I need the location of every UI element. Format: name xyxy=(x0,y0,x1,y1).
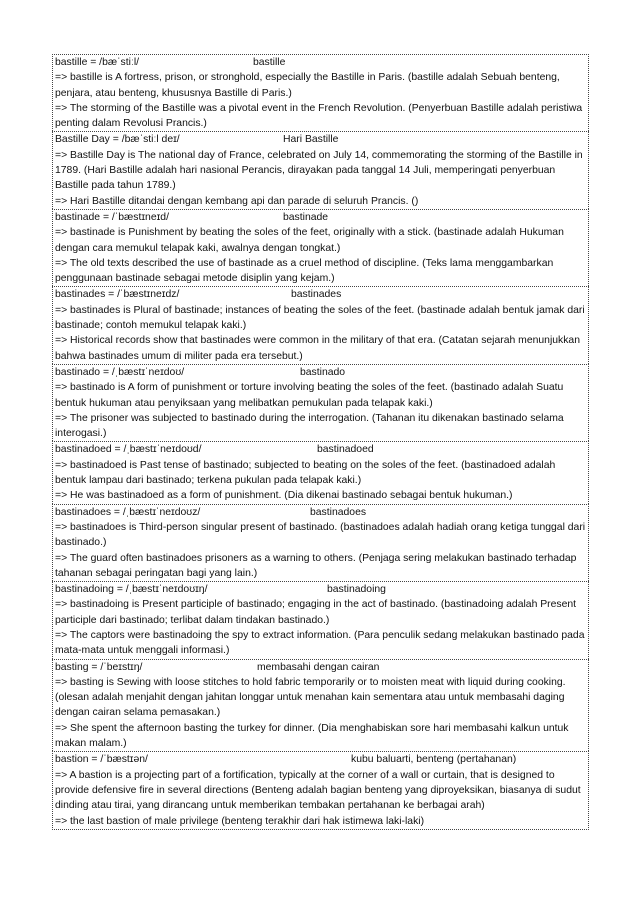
example-line: => She spent the afternoon basting the turkey for dinner. (Dia menghabiskan sore hari membasahi kalkun untuk makan malam.) xyxy=(55,722,569,750)
dictionary-entry xyxy=(52,209,589,286)
entry-term: bastinade = /ˈbæstɪneɪd/ xyxy=(55,211,169,223)
dictionary-entry xyxy=(52,441,589,503)
example-line: => The guard often bastinadoes prisoners as a warning to others. (Penjaga sering melakukan bastinado terhadap tahanan sebagai peringatan bagi yang lain.) xyxy=(55,552,577,579)
dictionary-entry xyxy=(52,504,589,581)
entry-header xyxy=(55,365,586,380)
entry-header xyxy=(55,132,586,147)
entry-header xyxy=(55,752,586,767)
example-line: => The prisoner was subjected to bastinado during the interrogation. (Tahanan itu dikenakan bastinado selama interogasi.) xyxy=(55,412,564,440)
example-line: => He was bastinadoed as a form of punishment. (Dia dikenai bastinado sebagai bentuk hukuman.) xyxy=(55,490,513,502)
definition-line: => Bastille Day is The national day of France, celebrated on July 14, commemorating the storming of the Bastille in 1789. (Hari Bastille adalah hari nasional Perancis, dirayakan pada tanggal 14 Juli, memperingati penyerbuan Bastille pada tahun 1789.) xyxy=(55,149,583,192)
entry-header xyxy=(55,210,586,225)
vocabulary-page xyxy=(52,54,589,830)
example-line: => The captors were bastinadoing the spy to extract information. (Para penculik sedang melakukan bastinado pada mata-mata untuk menggali informasi.) xyxy=(55,629,585,657)
entry-term: Bastille Day = /bæˈstiːl deɪ/ xyxy=(55,134,180,146)
entry-translation: bastinade xyxy=(283,211,329,223)
entry-header xyxy=(55,55,586,70)
entry-header xyxy=(55,582,586,597)
entry-header xyxy=(55,660,586,675)
definition-line: => basting is Sewing with loose stitches to hold fabric temporarily or to moisten meat with liquid during cooking. (olesan adalah menjahit dengan jahitan longgar untuk menahan kain sementara atau untuk membasahi daging dengan cairan selama pemasakan.) xyxy=(55,676,566,719)
entry-term: basting = /ˈbeɪstɪŋ/ xyxy=(55,661,143,673)
entry-translation: bastinades xyxy=(291,289,342,301)
entry-header xyxy=(55,505,586,520)
entry-translation: bastinadoes xyxy=(310,506,367,518)
entry-translation: membasahi dengan cairan xyxy=(257,661,380,673)
dictionary-entry xyxy=(52,286,589,363)
dictionary-entry xyxy=(52,751,589,829)
entry-term: bastion = /ˈbæstɪən/ xyxy=(55,754,148,766)
definition-line: => bastinadoed is Past tense of bastinado; subjected to beating on the soles of the feet. (bastinadoed adalah bentuk lampau dari bastinado; terkena pukulan pada telapak kaki.) xyxy=(55,459,556,487)
entry-header xyxy=(55,442,586,457)
definition-line: => bastinadoes is Third-person singular present of bastinado. (bastinadoes adalah hadiah orang ketiga tunggal dari bastinado.) xyxy=(55,521,586,549)
example-line: => Hari Bastille ditandai dengan kembang api dan parade di seluruh Prancis. () xyxy=(55,195,419,207)
entry-translation: Hari Bastille xyxy=(283,134,339,146)
entry-term: bastinadoed = /ˌbæstɪˈneɪdoʊd/ xyxy=(55,444,202,456)
entry-translation: bastinadoed xyxy=(317,444,374,456)
entry-term: bastinadoes = /ˌbæstɪˈneɪdoʊz/ xyxy=(55,506,201,518)
entry-header xyxy=(55,287,586,302)
example-line: => The storming of the Bastille was a pivotal event in the French Revolution. (Penyerbuan Bastille adalah peristiwa penting dalam Revolusi Prancis.) xyxy=(55,102,583,130)
entry-term: bastille = /bæˈstiːl/ xyxy=(55,57,140,68)
definition-line: => bastinado is A form of punishment or torture involving beating the soles of the feet. (bastinado adalah Suatu bentuk hukuman atau penyiksaan yang melibatkan pemukulan pada telapak kaki.) xyxy=(55,382,564,409)
entry-term: bastinades = /ˈbæstɪneɪdz/ xyxy=(55,289,180,301)
dictionary-entry xyxy=(52,659,589,752)
definition-line: => A bastion is a projecting part of a fortification, typically at the corner of a wall or curtain, that is designed to provide defensive fire in several directions (Benteng adalah bagian benteng yang diproyeksikan, biasanya di sudut dinding atau tirai, yang dirancang untuk memberikan tembakan pertahanan ke berbagai arah) xyxy=(55,769,581,812)
entry-translation: bastinado xyxy=(300,366,346,378)
example-line: => the last bastion of male privilege (benteng terakhir dari hak istimewa laki-laki) xyxy=(55,815,425,827)
dictionary-entry xyxy=(52,581,589,658)
entry-translation: bastinadoing xyxy=(327,584,386,596)
definition-line: => bastinades is Plural of bastinade; instances of beating the soles of the feet. (bastinade adalah bentuk jamak dari bastinade; contoh memukul telapak kaki.) xyxy=(55,304,585,332)
definition-line: => bastille is A fortress, prison, or stronghold, especially the Bastille in Paris. (bastille adalah Sebuah benteng, penjara, atau benteng, khususnya Bastille di Paris.) xyxy=(55,72,560,99)
entry-term: bastinado = /ˌbæstɪˈneɪdoʊ/ xyxy=(55,366,185,378)
entry-translation: bastille xyxy=(253,57,286,68)
example-line: => Historical records show that bastinades were common in the military of that era. (Catatan sejarah menunjukkan bahwa bastinades umum di militer pada era tersebut.) xyxy=(55,335,580,362)
entry-term: bastinadoing = /ˌbæstɪˈneɪdoʊɪŋ/ xyxy=(55,584,208,596)
example-line: => The old texts described the use of bastinade as a cruel method of discipline. (Teks lama menggambarkan penggunaan bastinade sebagai metode disiplin yang kejam.) xyxy=(55,257,554,285)
definition-line: => bastinade is Punishment by beating the soles of the feet, originally with a stick. (bastinade adalah Hukuman dengan cara memukul telapak kaki, awalnya dengan tongkat.) xyxy=(55,227,564,254)
entry-translation: kubu baluarti, benteng (pertahanan) xyxy=(351,754,517,766)
dictionary-entry xyxy=(52,131,589,208)
definition-line: => bastinadoing is Present participle of bastinado; engaging in the act of bastinado. (bastinadoing adalah Present participle dari bastinado; terlibat dalam tindakan bastinado.) xyxy=(55,599,577,626)
dictionary-entry xyxy=(52,54,589,131)
dictionary-entry xyxy=(52,364,589,441)
